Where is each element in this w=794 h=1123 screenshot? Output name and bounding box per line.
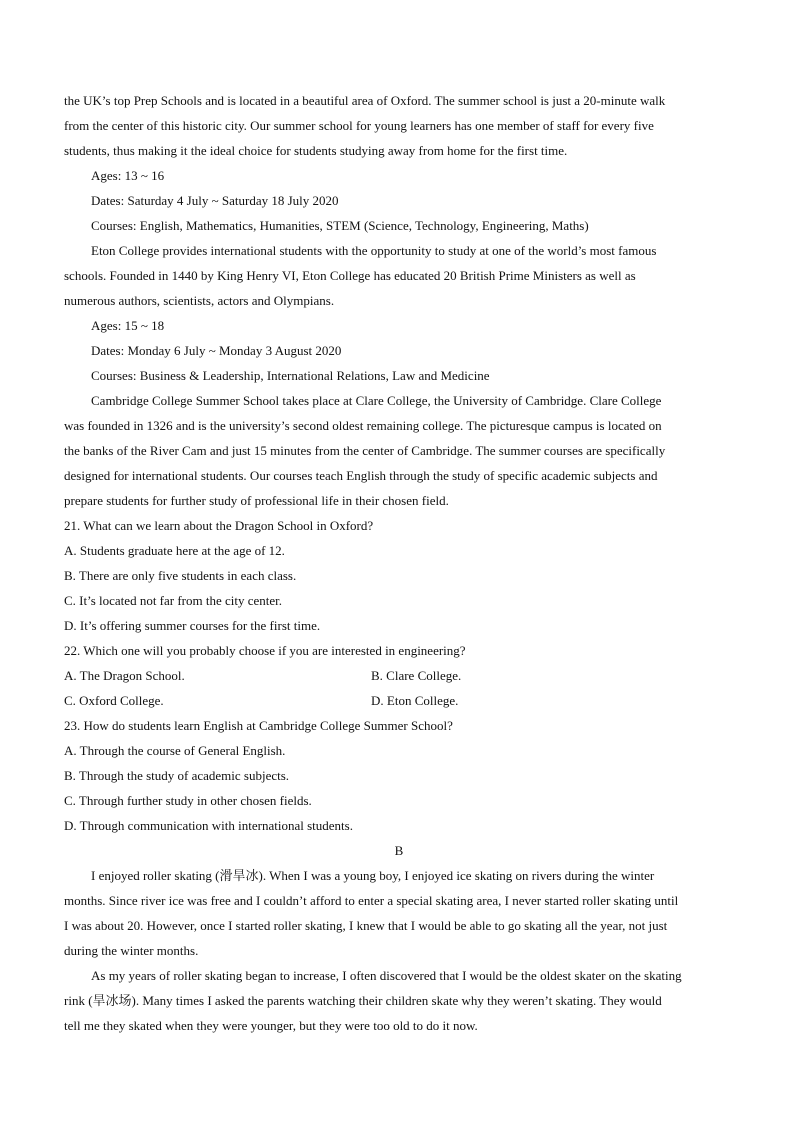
eton-ages: Ages: 15 ~ 18	[91, 318, 165, 333]
question-23-option-d: D. Through communication with international students.	[64, 818, 353, 833]
section-b-para1-line: months. Since river ice was free and I couldn’t afford to enter a special skating area, I never started roller skating until	[64, 893, 679, 908]
question-22-option-c: C. Oxford College.	[64, 693, 164, 708]
eton-dates: Dates: Monday 6 July ~ Monday 3 August 2020	[91, 343, 342, 358]
section-b-para2-line: As my years of roller skating began to increase, I often discovered that I would be the oldest skater on the skating	[91, 968, 682, 983]
cambridge-text-line: Cambridge College Summer School takes place at Clare College, the University of Cambridge. Clare College	[91, 393, 662, 408]
question-21-option-c: C. It’s located not far from the city center.	[64, 593, 283, 608]
question-21-stem: 21. What can we learn about the Dragon School in Oxford?	[64, 518, 374, 533]
dragon-ages: Ages: 13 ~ 16	[91, 168, 165, 183]
dragon-text-line: students, thus making it the ideal choice for students studying away from home for the first time.	[64, 143, 568, 158]
cambridge-text-line: prepare students for further study of professional life in their chosen field.	[64, 493, 449, 508]
eton-courses: Courses: Business & Leadership, International Relations, Law and Medicine	[91, 368, 490, 383]
question-21-option-a: A. Students graduate here at the age of 12.	[64, 543, 285, 558]
eton-text-line: schools. Founded in 1440 by King Henry VI, Eton College has educated 20 British Prime Ministers as well as	[64, 268, 636, 283]
question-23-option-b: B. Through the study of academic subjects.	[64, 768, 290, 783]
question-22-option-b: B. Clare College.	[371, 668, 462, 683]
cambridge-text-line: designed for international students. Our courses teach English through the study of specific academic subjects and	[64, 468, 658, 483]
dragon-courses: Courses: English, Mathematics, Humanities, STEM (Science, Technology, Engineering, Maths)	[91, 218, 589, 233]
section-b-para1-line: I enjoyed roller skating (滑旱冰). When I was a young boy, I enjoyed ice skating on rivers during the winter	[91, 868, 655, 883]
question-22-row-2	[64, 688, 734, 713]
question-23-option-a: A. Through the course of General English.	[64, 743, 286, 758]
section-b-para1-line: during the winter months.	[64, 943, 199, 958]
question-22-option-a: A. The Dragon School.	[64, 668, 185, 683]
question-22-stem: 22. Which one will you probably choose if you are interested in engineering?	[64, 643, 466, 658]
section-b-para1-line: I was about 20. However, once I started roller skating, I knew that I would be able to go skating all the year, not just	[64, 918, 668, 933]
question-23-stem: 23. How do students learn English at Cambridge College Summer School?	[64, 718, 453, 733]
cambridge-text-line: was founded in 1326 and is the university’s second oldest remaining college. The picturesque campus is located on	[64, 418, 662, 433]
eton-text-line: numerous authors, scientists, actors and Olympians.	[64, 293, 335, 308]
question-23-option-c: C. Through further study in other chosen fields.	[64, 793, 312, 808]
question-21-option-b: B. There are only five students in each class.	[64, 568, 297, 583]
question-22-row-1	[64, 663, 734, 688]
eton-text-line: Eton College provides international students with the opportunity to study at one of the world’s most famous	[91, 243, 657, 258]
dragon-text-line: the UK’s top Prep Schools and is located in a beautiful area of Oxford. The summer school is just a 20-minute walk	[64, 93, 666, 108]
dragon-dates: Dates: Saturday 4 July ~ Saturday 18 July 2020	[91, 193, 339, 208]
section-b-para2-line: tell me they skated when they were younger, but they were too old to do it now.	[64, 1018, 478, 1033]
cambridge-text-line: the banks of the River Cam and just 15 minutes from the center of Cambridge. The summer courses are specifically	[64, 443, 666, 458]
section-b-heading: B	[394, 843, 404, 858]
dragon-text-line: from the center of this historic city. Our summer school for young learners has one member of staff for every five	[64, 118, 654, 133]
section-b-para2-line: rink (旱冰场). Many times I asked the parents watching their children skate why they weren’t skating. They would	[64, 993, 662, 1008]
question-21-option-d: D. It’s offering summer courses for the first time.	[64, 618, 321, 633]
question-22-option-d: D. Eton College.	[371, 693, 459, 708]
document-page	[64, 88, 734, 1038]
